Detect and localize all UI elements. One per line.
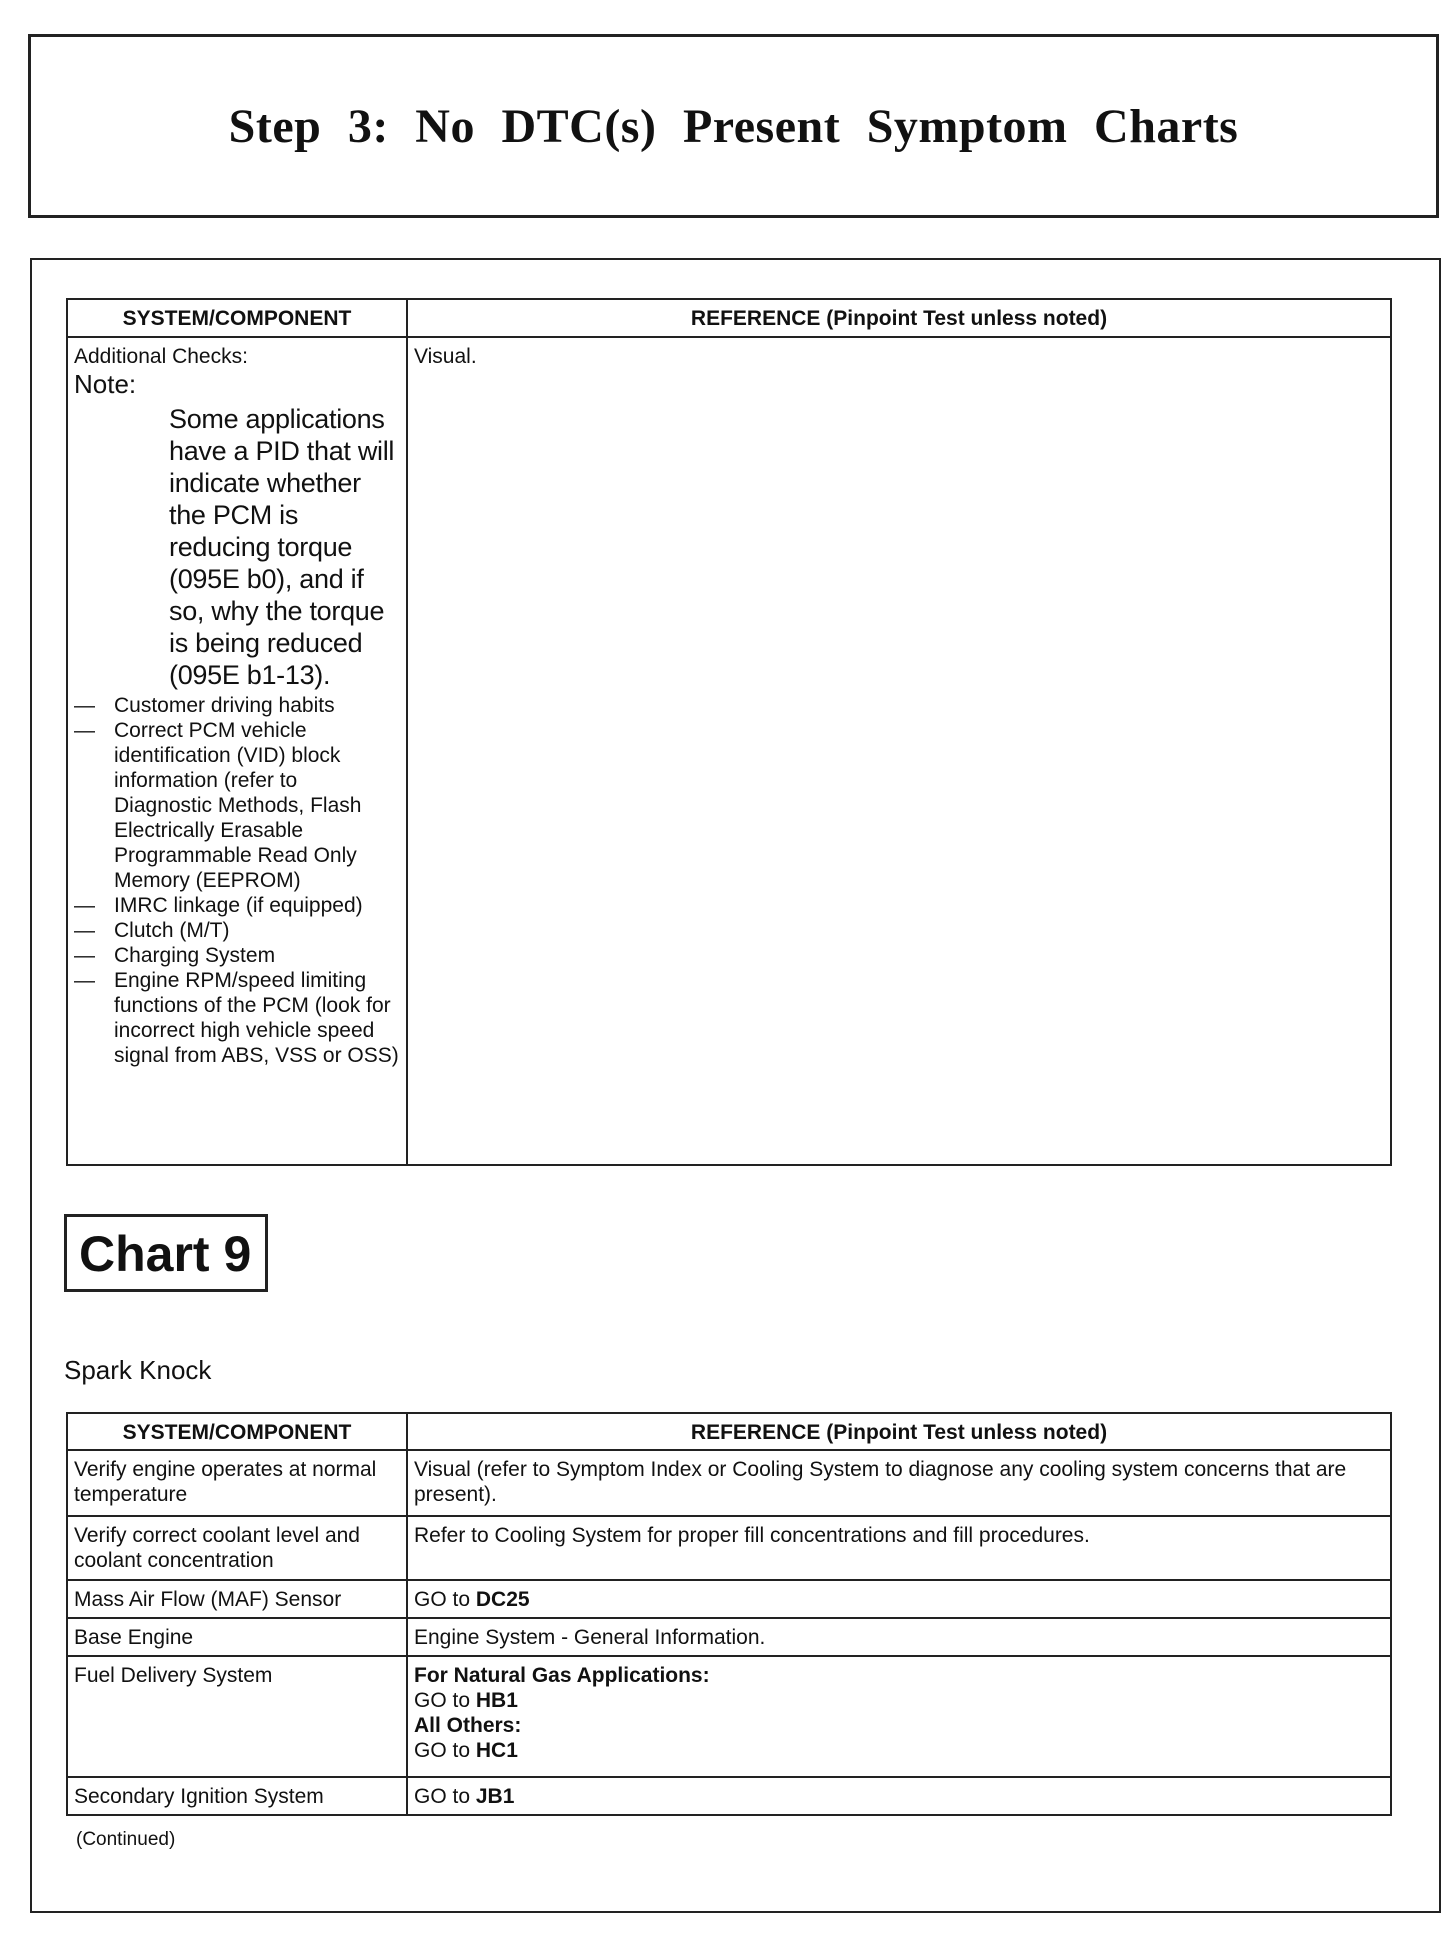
spark-knock-table <box>66 1412 1392 1816</box>
reference-cell: Visual (refer to Symptom Index or Cooling System to diagnose any cooling system concerns that are present). <box>407 1450 1391 1516</box>
list-item: — Engine RPM/speed limiting functions of the PCM (look for incorrect high vehicle speed signal from ABS, VSS or OSS) <box>74 968 401 1068</box>
list-item: — Customer driving habits <box>74 693 401 718</box>
all-others-label: All Others: <box>414 1714 522 1737</box>
note-text: Some applications have a PID that will indicate whether the PCM is reducing torque (095E b0), and if so, why the torque is being reduced (095E b1-13). <box>169 404 395 690</box>
additional-checks-table <box>66 298 1392 1166</box>
table-row <box>67 1618 1391 1656</box>
component-cell: Base Engine <box>67 1618 407 1656</box>
pinpoint-code: DC25 <box>475 1588 530 1611</box>
table1-component-cell <box>67 337 407 1165</box>
pinpoint-code: JB1 <box>475 1785 515 1808</box>
note-label: Note: <box>74 369 137 399</box>
table1-reference-cell: Visual. <box>407 337 1391 1165</box>
reference-cell: GO to JB1 <box>407 1777 1391 1815</box>
table1-col-component-header: SYSTEM/COMPONENT <box>67 299 407 337</box>
additional-checks-title: Additional Checks: <box>74 345 248 368</box>
continued-note: (Continued) <box>76 1829 176 1850</box>
table-row <box>67 1516 1391 1580</box>
table2-col-reference-header: REFERENCE (Pinpoint Test unless noted) <box>407 1413 1391 1450</box>
reference-cell: For Natural Gas Applications: GO to HB1 All Others: GO to HC1 <box>407 1656 1391 1777</box>
checks-list <box>74 693 401 1068</box>
component-cell: Fuel Delivery System <box>67 1656 407 1777</box>
pinpoint-code: HC1 <box>475 1739 518 1762</box>
page-header-box <box>28 34 1439 218</box>
table-row <box>67 1450 1391 1516</box>
chart-subtitle: Spark Knock <box>64 1355 212 1385</box>
list-item: — Charging System <box>74 943 401 968</box>
reference-cell: GO to DC25 <box>407 1580 1391 1618</box>
list-item: — Correct PCM vehicle identification (VID) block information (refer to Diagnostic Methods, Flash Electrically Erasable Programmable Read Only Memory (EEPROM) <box>74 718 401 893</box>
natural-gas-label: For Natural Gas Applications: <box>414 1664 710 1687</box>
table-row <box>67 1777 1391 1815</box>
pinpoint-code: HB1 <box>475 1689 518 1712</box>
table1-col-reference-header: REFERENCE (Pinpoint Test unless noted) <box>407 299 1391 337</box>
component-cell: Verify engine operates at normal temperature <box>67 1450 407 1516</box>
reference-cell: Engine System - General Information. <box>407 1618 1391 1656</box>
table-row <box>67 1580 1391 1618</box>
component-cell: Secondary Ignition System <box>67 1777 407 1815</box>
list-item: — Clutch (M/T) <box>74 918 401 943</box>
component-cell: Mass Air Flow (MAF) Sensor <box>67 1580 407 1618</box>
component-cell: Verify correct coolant level and coolant concentration <box>67 1516 407 1580</box>
table2-col-component-header: SYSTEM/COMPONENT <box>67 1413 407 1450</box>
reference-cell: Refer to Cooling System for proper fill concentrations and fill procedures. <box>407 1516 1391 1580</box>
table-row <box>67 1656 1391 1777</box>
chart-number-label: Chart 9 <box>64 1214 268 1292</box>
page-title: Step 3: No DTC(s) Present Symptom Charts <box>228 99 1239 153</box>
list-item: — IMRC linkage (if equipped) <box>74 893 401 918</box>
